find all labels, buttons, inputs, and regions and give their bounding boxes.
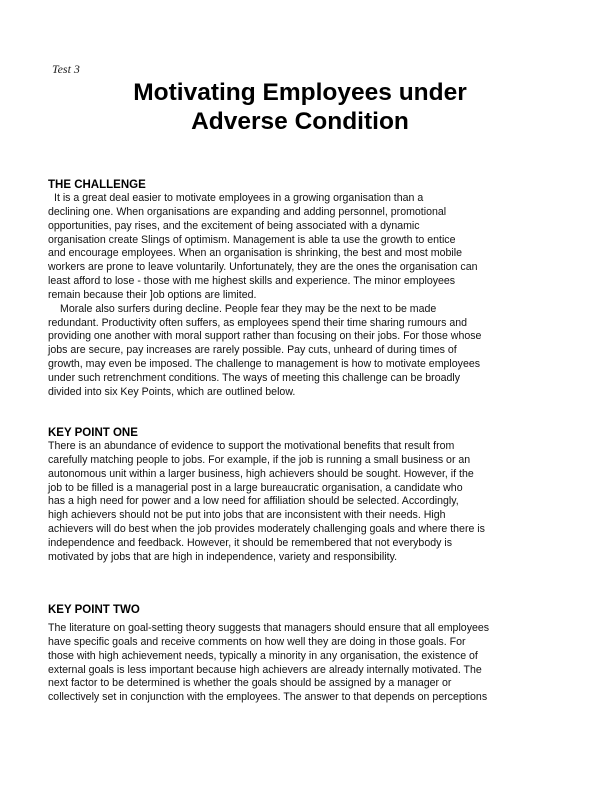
paragraph-line: remain because their ]ob options are limited. xyxy=(48,288,257,301)
paragraph-line: jobs are secure, pay increases are rarely possible. Pay cuts, unheard of during times of xyxy=(48,344,457,357)
section-heading: THE CHALLENGE xyxy=(48,179,146,191)
paragraph-line: least afford to lose - those with me highest skills and experience. The minor employees xyxy=(48,275,456,288)
paragraph-line: declining one. When organisations are expanding and adding personnel, promotional xyxy=(48,205,447,218)
paragraph-line: next factor to be determined is whether the goals should be assigned by a manager or xyxy=(48,677,452,690)
paragraph-line: The literature on goal-setting theory suggests that managers should ensure that all employees xyxy=(48,622,490,634)
paragraph-line: Morale also surfers during decline. People fear they may be the next to be made xyxy=(60,302,437,315)
paragraph-line: collectively set in conjunction with the employees. The answer to that depends on perceptions xyxy=(48,691,488,704)
paragraph-line: growth, may even be imposed. The challenge to management is how to motivate employees xyxy=(48,358,481,371)
paragraph-line: external goals is less important because high achievers are already internally motivated. The xyxy=(48,663,482,676)
paragraph-line: have specific goals and receive comments on how well they are doing in those goals. For xyxy=(48,635,466,648)
section-heading: KEY POINT ONE xyxy=(48,427,138,439)
section-the-challenge xyxy=(48,178,578,400)
paragraph-line: under such retrenchment conditions. The ways of meeting this challenge can be broadly xyxy=(48,371,461,384)
paragraph-line: There is an abundance of evidence to support the motivational benefits that result from xyxy=(48,440,455,452)
title-line-1: Motivating Employees under xyxy=(133,79,467,106)
paragraph-line: It is a great deal easier to motivate employees in a growing organisation than a xyxy=(54,192,424,204)
paragraph-line: independence and feedback. However, it should be remembered that not everybody is xyxy=(48,536,452,549)
document-title xyxy=(0,78,600,136)
paragraph-line: divided into six Key Points, which are outlined below. xyxy=(48,385,296,398)
paragraph-line: carefully matching people to jobs. For example, if the job is running a small business or an xyxy=(48,453,471,466)
paragraph-line: workers are prone to leave voluntarily. Unfortunately, they are the ones the organisation can xyxy=(48,261,478,274)
paragraph-line: has a high need for power and a low need for affiliation should be selected. Accordingly, xyxy=(48,495,459,508)
section-key-point-two xyxy=(48,603,578,705)
paragraph-line: high achievers should not be put into jobs that are inconsistent with their needs. High xyxy=(48,509,446,522)
paragraph-line: organisation create Slings of optimism. Management is able ta use the growth to entice xyxy=(48,233,456,246)
title-line-2: Adverse Condition xyxy=(191,108,409,135)
paragraph-line: providing one another with moral support rather than focusing on their jobs. For those whose xyxy=(48,330,482,343)
paragraph-line: redundant. Productivity often suffers, as employees spend their time sharing rumours and xyxy=(48,316,468,329)
paragraph-line: motivated by jobs that are high in independence, variety and responsibility. xyxy=(48,550,398,563)
section-key-point-one xyxy=(48,426,578,565)
paragraph-line: autonomous unit within a larger business, high achievers should be sought. However, if the xyxy=(48,467,474,480)
test-label: Test 3 xyxy=(52,62,80,76)
paragraph-line: job to be filled is a managerial post in a large bureaucratic organisation, a candidate who xyxy=(48,481,463,494)
paragraph-line: opportunities, pay rises, and the excitement of being associated with a dynamic xyxy=(48,219,420,232)
section-heading: KEY POINT TWO xyxy=(48,604,140,616)
paragraph-line: achievers will do best when the job provides moderately challenging goals and where there is xyxy=(48,523,485,536)
paragraph-line: and encourage employees. When an organisation is shrinking, the best and most mobile xyxy=(48,247,462,260)
paragraph-line: those with high achievement needs, typically a minority in any organisation, the existence of xyxy=(48,649,478,662)
